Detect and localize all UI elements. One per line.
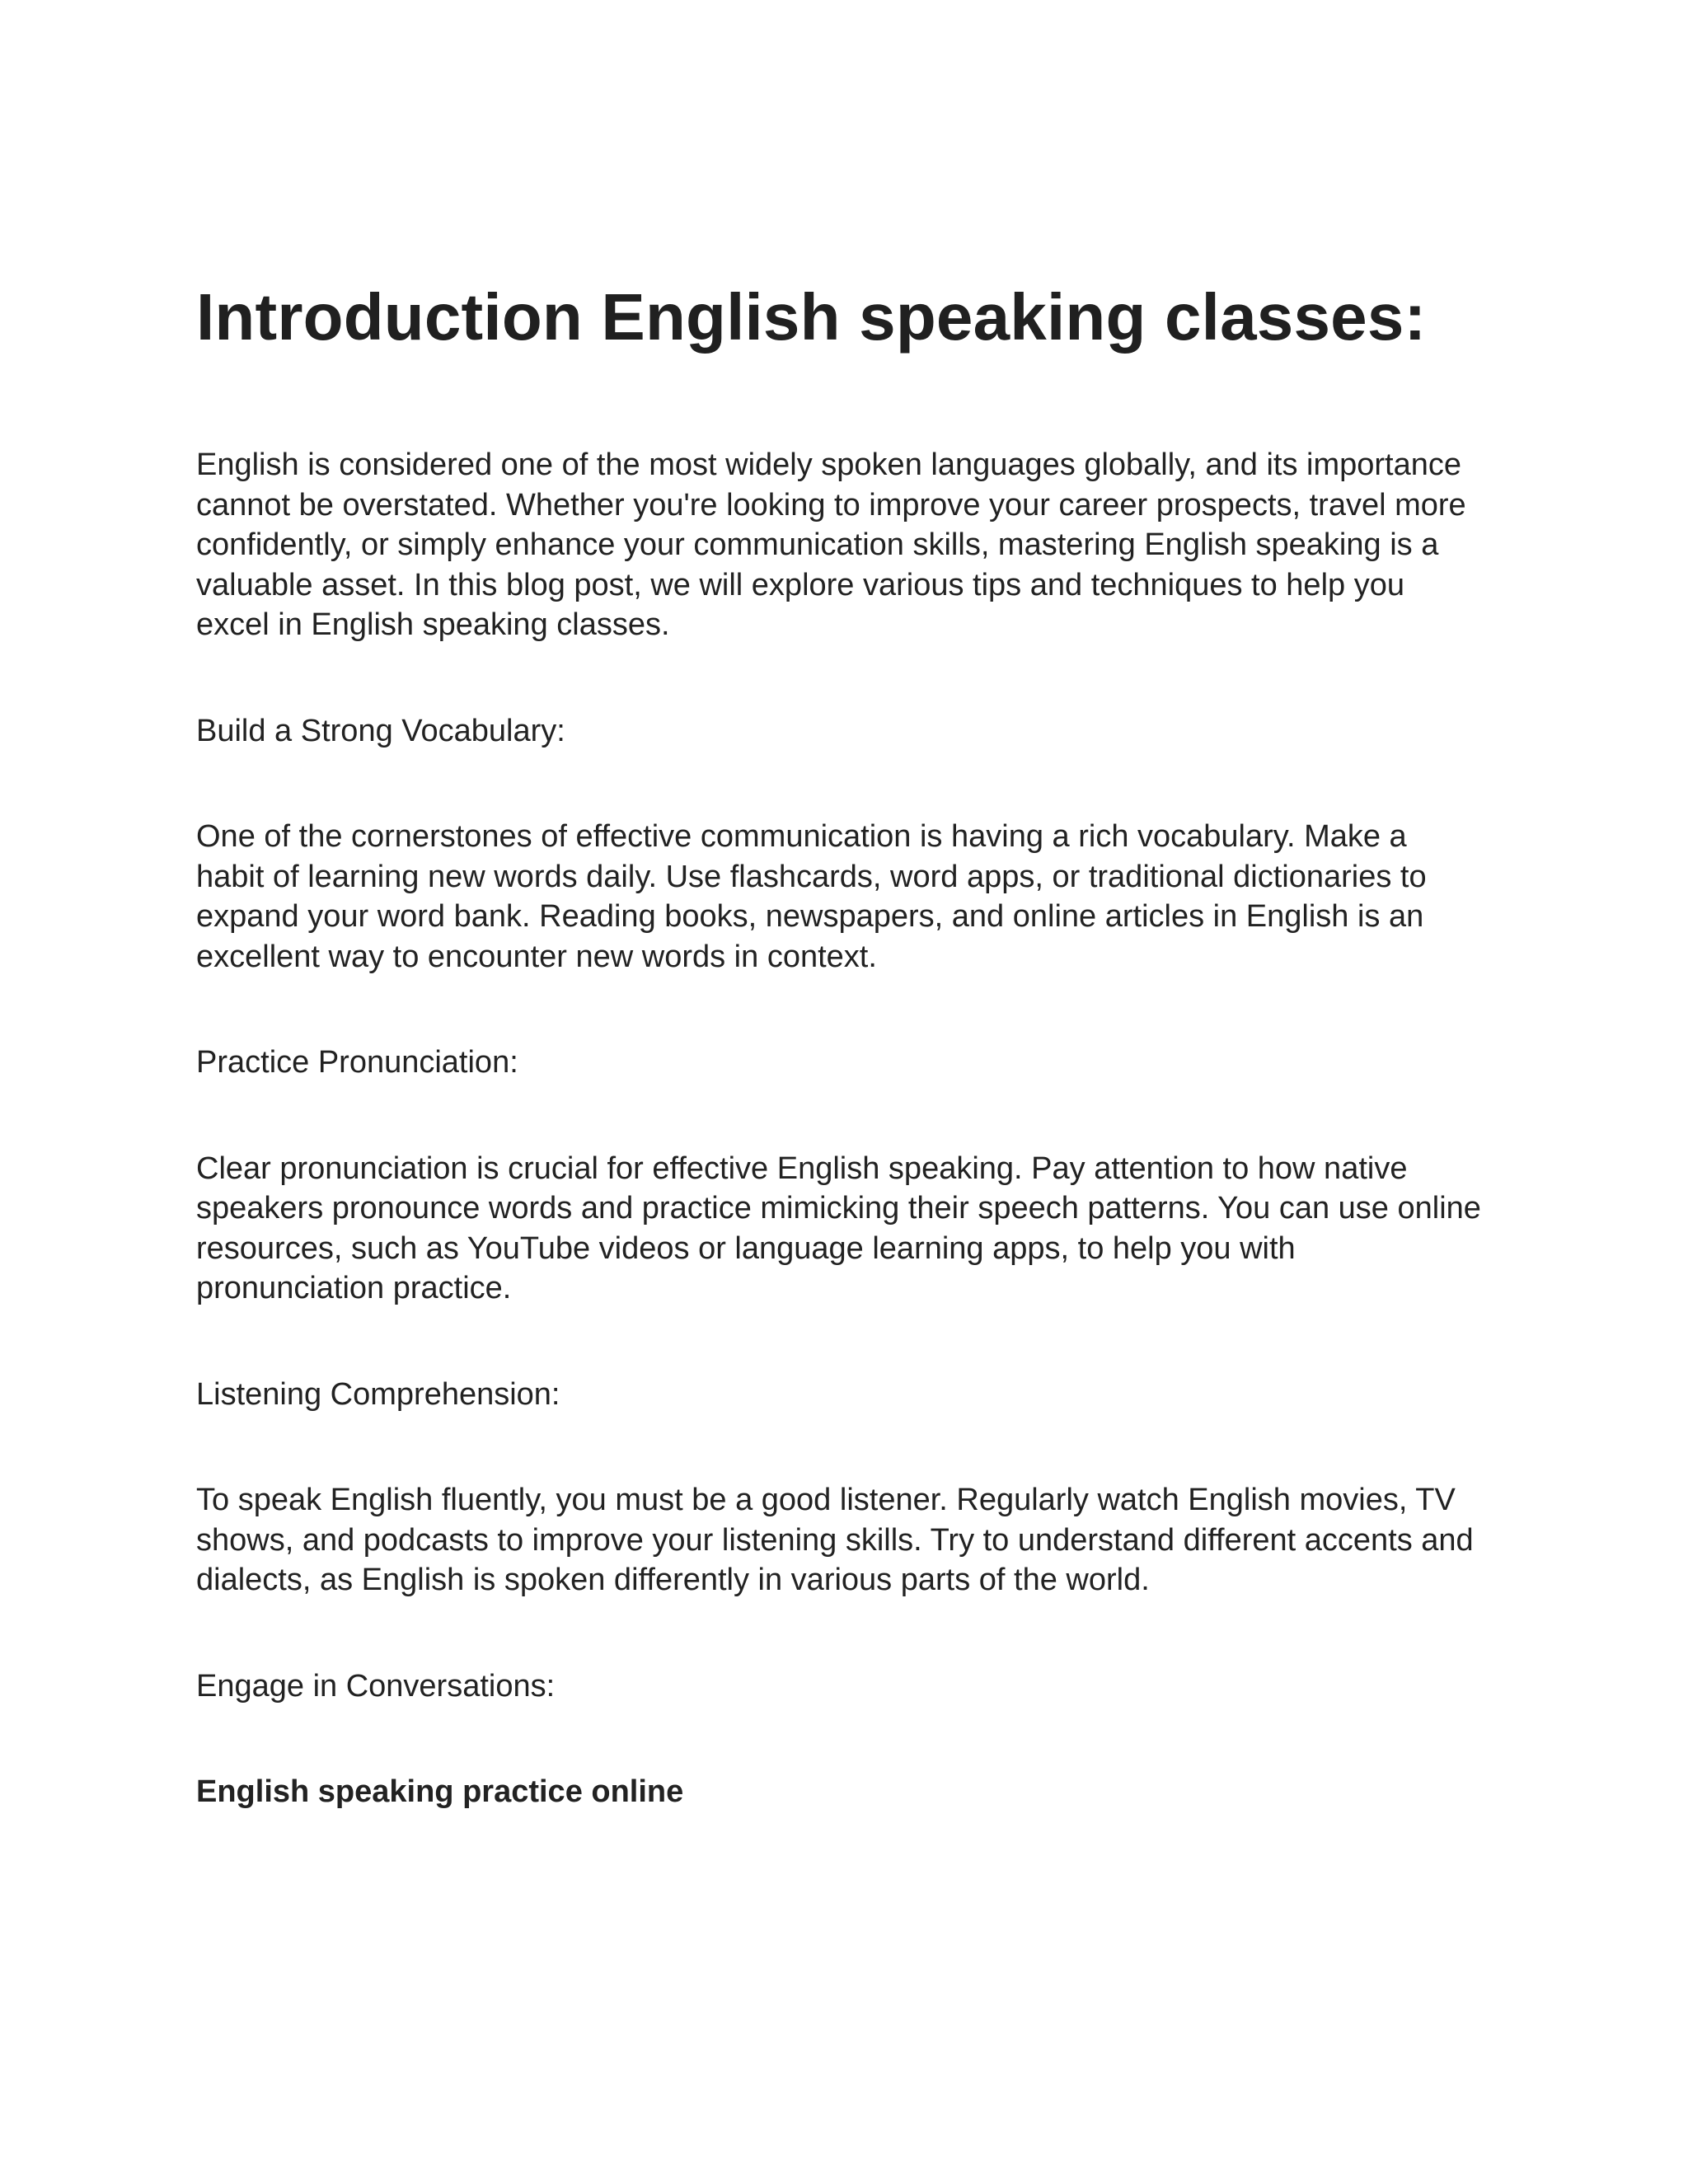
intro-paragraph: English is considered one of the most widely spoken languages globally, and its importance cannot be overstated. Whether you're looking to improve your career prospects, travel more confidently, or simply enhance your communication skills, mastering English speaking is a valuable asset. In this blog post, we will explore various tips and techniques to help you excel in English speaking classes. xyxy=(196,448,1466,642)
bold-line-speaking-practice: English speaking practice online xyxy=(196,1774,684,1809)
section-body-vocabulary: One of the cornerstones of effective communication is having a rich vocabulary. Make a habit of learning new words daily. Use flashcards, word apps, or traditional dictionaries to expand your word bank. Reading books, newspapers, and online articles in English is an excellent way to encounter new words in context. xyxy=(196,819,1427,974)
section-heading-conversations: Engage in Conversations: xyxy=(196,1668,556,1704)
section-body-pronunciation: Clear pronunciation is crucial for effective English speaking. Pay attention to how native speakers pronounce words and practice mimicking their speech patterns. You can use online resources, such as YouTube videos or language learning apps, to help you with pronunciation practice. xyxy=(196,1151,1481,1305)
document-page xyxy=(196,276,1482,1812)
page-title: Introduction English speaking classes: xyxy=(196,280,1427,354)
section-body-listening: To speak English fluently, you must be a good listener. Regularly watch English movies, TV shows, and podcasts to improve your listening skills. Try to understand different accents and dialects, as English is spoken differently in various parts of the world. xyxy=(196,1483,1474,1597)
section-heading-pronunciation: Practice Pronunciation: xyxy=(196,1045,518,1080)
section-heading-vocabulary: Build a Strong Vocabulary: xyxy=(196,713,565,748)
section-heading-listening: Listening Comprehension: xyxy=(196,1376,560,1412)
